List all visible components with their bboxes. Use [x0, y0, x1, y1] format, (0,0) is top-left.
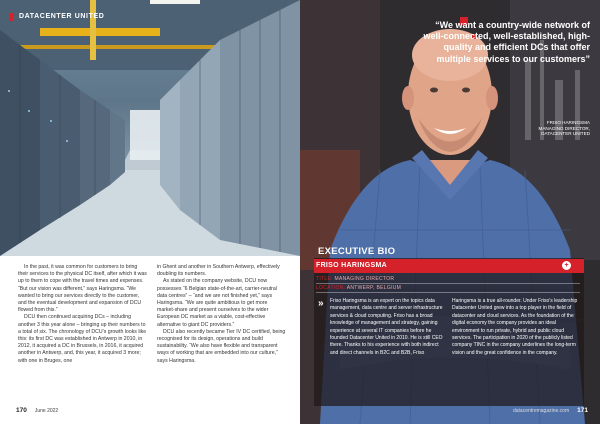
- paragraph: DCU then continued acquiring DCs – including another 3 this year alone – bringing up their numbers to a total of six. The chronology of DCU’s growth looks like this: its first DC was established in Antwerp in 2010, in 2012, it acquired a DC in Brussels, in 2016, it acquired another in Antwerp, and, this year, it acquired 3 more; with one in Bruges, one: [18, 314, 147, 364]
- article-column-2: [157, 264, 286, 365]
- article-column-1: [18, 264, 147, 365]
- bio-column-1: [316, 298, 444, 357]
- photo-caption: [470, 120, 590, 137]
- bio-location-row: [316, 285, 401, 291]
- bio-text: Haringsma is a true all-rounder. Under Friso’s leadership Datacenter United grew into a top player in the field of datacenter and cloud services. As the foundation of the digital economy the company provides an ideal environment to run private, hybrid and public cloud services. The participation in 2020 of the publicly listed company TINC in the company underlines the long-term vision and the great confidence in the company.: [452, 298, 578, 356]
- bio-columns: [316, 298, 580, 357]
- right-page: [300, 0, 600, 424]
- page-number: 170: [16, 407, 27, 414]
- pull-quote: [420, 20, 590, 65]
- page-footer-left: [16, 407, 58, 414]
- datacenter-photo: [0, 0, 300, 256]
- section-tag: DATACENTER UNITED: [10, 13, 104, 21]
- article-columns: [18, 264, 286, 365]
- page-number: 171: [577, 407, 588, 414]
- paragraph: in Ghent and another in Southern Antwerp, effectively doubling its numbers.: [157, 264, 280, 278]
- caption-company: DATACENTER UNITED: [541, 131, 590, 137]
- website: datacentremagazine.com: [512, 408, 570, 414]
- issue-date: June 2022: [34, 408, 59, 414]
- divider: [316, 283, 580, 284]
- title-value: MANAGING DIRECTOR: [334, 276, 395, 282]
- location-label: LOCATION:: [316, 285, 346, 291]
- divider: [316, 292, 580, 293]
- bio-column-2: [452, 298, 580, 357]
- location-value: ANTWERP, BELGIUM: [346, 285, 402, 291]
- pull-quote-text: “We want a country-wide network of well-connected, well-established, high-quality and efficient DCs that offer multiple services to our customers”: [423, 20, 590, 64]
- paragraph: As stated on the company website, DCU now possesses “6 Belgian state-of-the-art, carrier-neutral data centres” – “and we are not finished yet,” says Haringsma. “We are quite ambitious to get more market-share and present ourselves to the wider European DC market as a viable, cost-effective alternative to giant DC providers.”: [157, 278, 277, 328]
- plus-icon[interactable]: +: [562, 261, 571, 270]
- bio-heading: EXECUTIVE BIO: [318, 246, 396, 257]
- title-label: TITLE:: [316, 276, 333, 282]
- bio-name: FRISO HARINGSMA: [316, 262, 387, 269]
- paragraph: DCU also recently became Tier IV DC certified, being recognised for its design, operations and build sustainability. “We also have flexible and transparent ways of working that are embedded into our culture,” says Haringsma.: [157, 328, 286, 364]
- caption-name: FRISO HARINGSMA: [546, 120, 590, 125]
- chevron-right-icon: »: [318, 298, 322, 309]
- caption-title: MANAGING DIRECTOR,: [538, 125, 590, 131]
- paragraph: In the past, it was common for customers to bring their services to the physical DC itself, after which it was up to them to cope with the travel times and expenses. “But our vision was different,” says Haringsma. “We wanted to bring our services directly to the customer, and the eventual development and expansion of DCU flowed from this.”: [18, 264, 147, 314]
- page-footer-right: [513, 407, 588, 414]
- bio-text: Friso Haringsma is an expert on the topics data management, data centre and server infrastructure services & cloud computing. Friso has a broad knowledge of management and strategy, gaining experience at several IT companies before he founded Datacenter United in 2010. He is still CEO there. Thanks to his experience with both indirect and direct channels in B2C and B2B, Friso: [330, 298, 443, 356]
- bio-title-row: [316, 276, 394, 282]
